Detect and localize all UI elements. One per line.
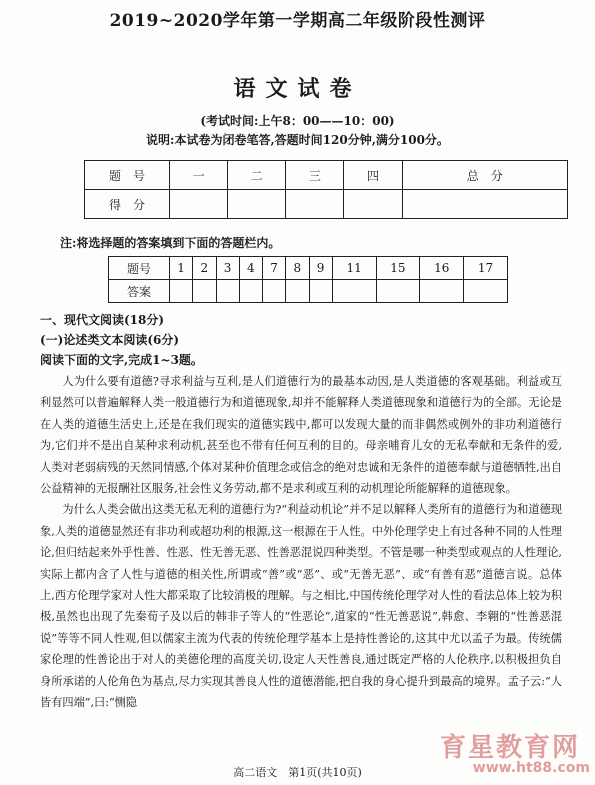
- answer-cell[interactable]: [420, 280, 464, 303]
- question-number: 7: [263, 257, 286, 280]
- score-table-score-row: [85, 190, 568, 219]
- answer-cell[interactable]: [170, 280, 193, 303]
- exam-instructions: 说明:本试卷为闭卷笔答,答题时间120分钟,满分100分。: [146, 133, 449, 147]
- answer-table-answer-row: [109, 280, 508, 303]
- score-header-cell: 三: [286, 161, 344, 190]
- answer-cell[interactable]: [239, 280, 262, 303]
- score-cell[interactable]: [286, 190, 344, 219]
- score-header-cell: 二: [228, 161, 286, 190]
- passage-paragraph-1: 人为什么要有道德?寻求利益与互利,是人们道德行为的最基本动因,是人类道德的客观基础。利益或互利显然可以普遍解释人类一般道德行为和道德现象,却并不能解释人类道德现象和道德行为的全部。无论是在人类的道德生活史上,还是在我们现实的道德实践中,都可以发现大量的而非偶然或例外的非功利道德行为,它们并不是出自某种求利动机,甚至也不带有任何互利的目的。母亲哺育儿女的无私奉献和无条件的爱,人类对老弱病残的天然同情感,个体对某种价值理念或信念的绝对忠诚和无条件的道德奉献与道德牺牲,出自公益精神的无报酬社区服务,社会性义务劳动,都不是求利或互利的动机理论所能解释的道德现象。: [40, 375, 562, 496]
- score-header-cell: 一: [170, 161, 228, 190]
- score-cell[interactable]: [170, 190, 228, 219]
- question-number: 3: [216, 257, 239, 280]
- watermark-url: www.ht88.com: [472, 760, 590, 776]
- answer-cell[interactable]: [216, 280, 239, 303]
- score-header-label: 题 号: [85, 161, 170, 190]
- question-number: 9: [309, 257, 332, 280]
- score-header-cell: 总 分: [402, 161, 567, 190]
- section-heading: 一、现代文阅读(18分): [40, 313, 165, 327]
- question-number: 16: [420, 257, 464, 280]
- question-number: 11: [332, 257, 376, 280]
- passage-paragraph-2: 为什么人类会做出这类无私无利的道德行为?“利益动机论”并不足以解释人类所有的道德行为和道德现象,人类的道德显然还有非功利或超功利的根源,这一根源在于人性。中外伦理学史上有过各种不同的人性理论,但归结起来外乎性善、性恶、性无善无恶、性善恶混说四种类型。不管是哪一种类型或观点的人性理论,实际上都内含了人性与道德的相关性,所谓或“善”或“恶”、或“无善无恶”、或“有善有恶”道德言说。总体上,西方伦理学家对人性大都采取了比较消极的理解。与之相比,中国传统伦理学对人性的看法总体上较为积极,虽然也出现了先秦荀子及以后的韩非子等人的“性恶论”,道家的“性无善恶说”,韩愈、李翱的“性善恶混说”等等不同人性观,但以儒家主流为代表的传统伦理学基本上是持性善论的,这其中尤以孟子为最。传统儒家伦理的性善论出于对人的美德伦理的高度关切,设定人天性善良,通过既定严格的人伦秩序,以积极担负自身所承诺的人伦角色为基点,尽力实现其善良人性的道德潜能,把自我的身心提升到最高的境界。孟子云:“人皆有四端”,曰:“恻隐: [40, 503, 562, 710]
- exam-title: 2019~2020学年第一学期高二年级阶段性测评: [109, 11, 486, 31]
- answer-table: [108, 256, 508, 303]
- answer-number-label: 题号: [109, 257, 170, 280]
- watermark-brand: 育星教育网: [440, 733, 581, 763]
- question-number: 15: [376, 257, 420, 280]
- score-table: [84, 160, 568, 219]
- subject-title: 语文试卷: [233, 76, 362, 102]
- subsection-heading: (一)论述类文本阅读(6分): [40, 333, 180, 347]
- answer-note: 注:将选择题的答案填到下面的答题栏内。: [60, 236, 281, 250]
- score-row-label: 得 分: [85, 190, 170, 219]
- reading-instruction: 阅读下面的文字,完成1~3题。: [40, 353, 203, 367]
- question-number: 8: [286, 257, 309, 280]
- page-footer: 高二语文 第1页(共10页): [233, 766, 362, 779]
- score-cell[interactable]: [402, 190, 567, 219]
- score-header-cell: 四: [344, 161, 402, 190]
- answer-cell[interactable]: [376, 280, 420, 303]
- passage: [40, 371, 562, 714]
- answer-cell[interactable]: [263, 280, 286, 303]
- answer-cell[interactable]: [193, 280, 216, 303]
- score-table-header-row: [85, 161, 568, 190]
- score-cell[interactable]: [228, 190, 286, 219]
- question-number: 17: [464, 257, 508, 280]
- answer-cell[interactable]: [309, 280, 332, 303]
- answer-cell[interactable]: [464, 280, 508, 303]
- answer-cell[interactable]: [332, 280, 376, 303]
- exam-time: (考试时间:上午8：00——10：00): [200, 114, 395, 128]
- answer-table-number-row: [109, 257, 508, 280]
- question-number: 1: [170, 257, 193, 280]
- score-cell[interactable]: [344, 190, 402, 219]
- answer-row-label: 答案: [109, 280, 170, 303]
- answer-cell[interactable]: [286, 280, 309, 303]
- question-number: 4: [239, 257, 262, 280]
- question-number: 2: [193, 257, 216, 280]
